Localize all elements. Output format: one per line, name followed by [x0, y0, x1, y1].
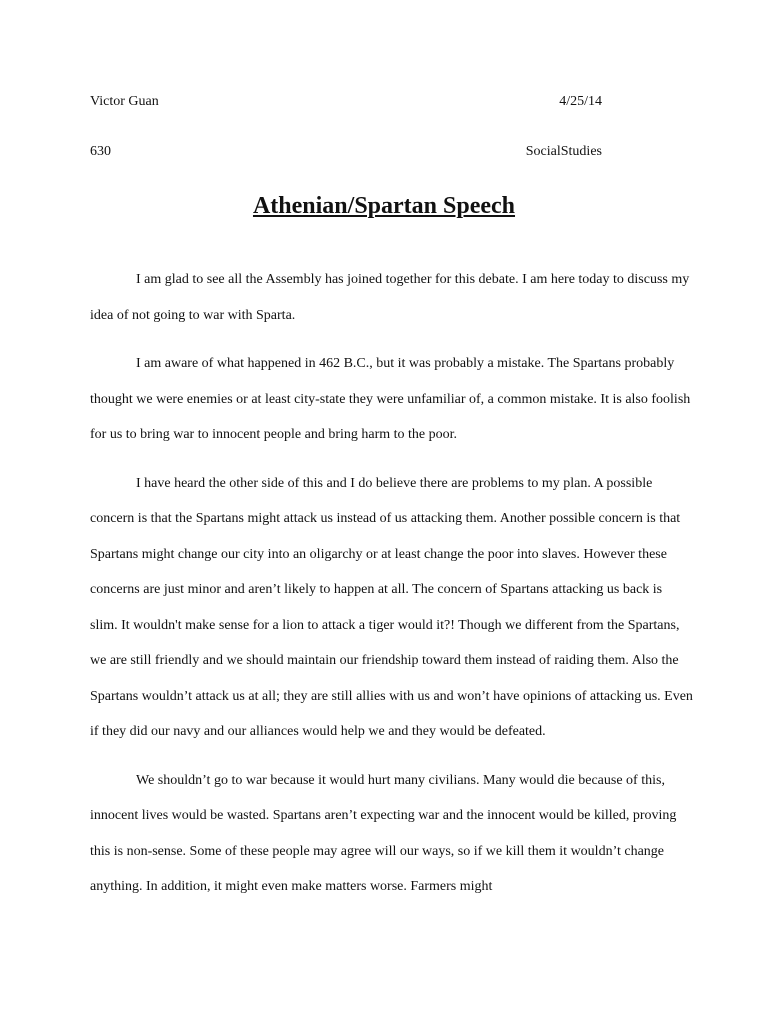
- paragraph-3: I have heard the other side of this and I do believe there are problems to my plan. A possible concern is that the Spartans might attack us instead of us attacking them. Another possible concern is that Spartans might change our city into an oligarchy or at least change the poor into slaves. However these concerns are just minor and aren’t likely to happen at all. The concern of Spartans attacking us back is slim. It wouldn't make sense for a lion to attack a tiger would it?! Though we different from the Spartans, we are still friendly and we should maintain our friendship toward them instead of raiding them. Also the Spartans wouldn’t attack us at all; they are still allies with us and won’t have opinions of attacking us. Even if they did our navy and our alliances would help we and they would be defeated.: [90, 475, 693, 739]
- paragraph-4: We shouldn’t go to war because it would hurt many civilians. Many would die because of this, innocent lives would be wasted. Spartans aren’t expecting war and the innocent would be killed, proving this is non-sense. Some of these people may agree will our ways, so if we kill them it wouldn’t change anything. In addition, it might even make matters worse. Farmers might: [90, 772, 677, 894]
- header-row-2: [90, 143, 602, 161]
- class-period: 630: [90, 144, 111, 159]
- class-subject: SocialStudies: [525, 144, 602, 159]
- paragraph-1: I am glad to see all the Assembly has joined together for this debate. I am here today to discuss my idea of not going to war with Sparta.: [90, 272, 690, 323]
- document-body: [90, 262, 693, 918]
- document-date: 4/25/14: [559, 94, 602, 109]
- author-name: Victor Guan: [90, 94, 159, 109]
- paragraph-2: I am aware of what happened in 462 B.C., but it was probably a mistake. The Spartans probably thought we were enemies or at least city-state they were unfamiliar of, a common mistake. It is also foolish for us to bring war to innocent people and bring harm to the poor.: [90, 356, 691, 442]
- document-title: Athenian/Spartan Speech: [252, 193, 516, 219]
- header-row-1: [90, 93, 602, 111]
